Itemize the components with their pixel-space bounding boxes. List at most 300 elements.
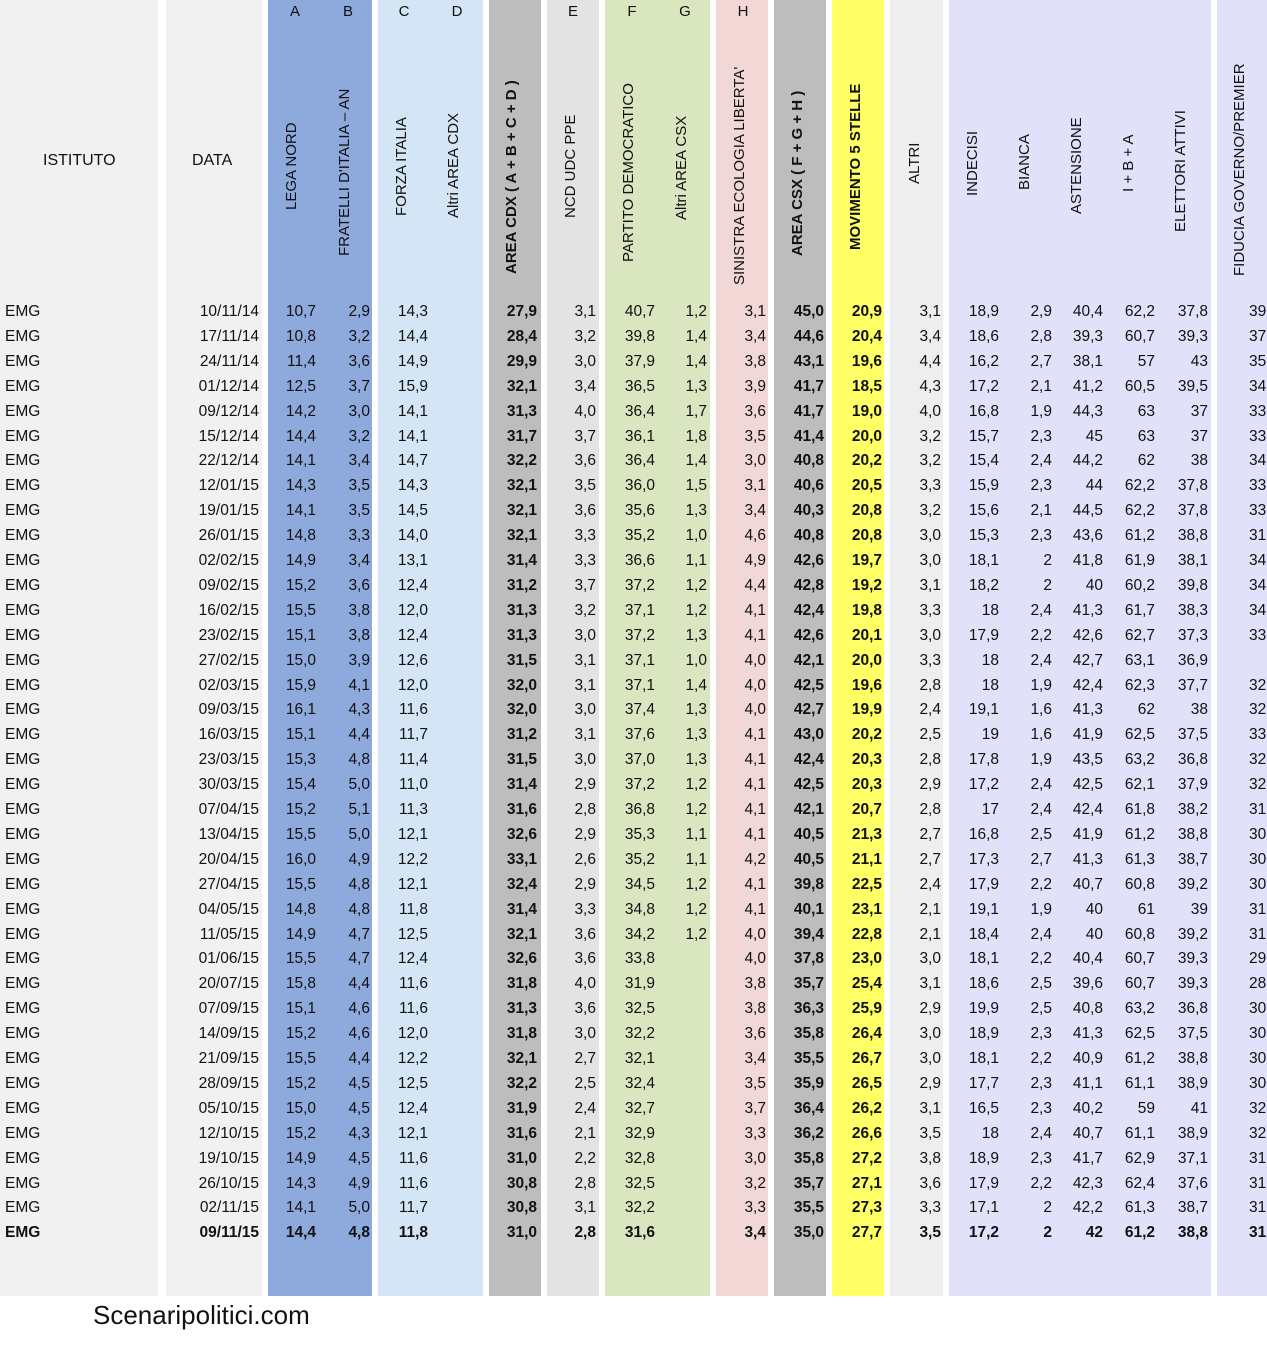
cell-forza-italia: 11,3: [398, 801, 428, 818]
cell-fiducia: 34: [1249, 576, 1267, 594]
cell-pd: 35,3: [624, 825, 655, 843]
cell-bianca: 2,1: [1030, 377, 1052, 395]
cell-area-cdx: 31,0: [506, 1224, 537, 1242]
cell-pd: 34,2: [624, 925, 655, 943]
cell-istituto: EMG: [5, 377, 41, 395]
cell-altri: 2,1: [919, 925, 941, 943]
cell-elettori-attivi: 38,9: [1177, 1124, 1208, 1142]
cell-astensione: 40: [1085, 900, 1103, 918]
cell-iba: 61,2: [1124, 825, 1155, 843]
cell-fiducia: 33: [1249, 427, 1267, 445]
cell-fiducia: 34: [1249, 601, 1267, 619]
cell-m5s: 20,3: [851, 751, 882, 769]
cell-pd: 35,2: [624, 527, 655, 545]
cell-lega-nord: 14,8: [285, 527, 316, 545]
cell-ncd: 3,3: [574, 527, 596, 545]
cell-astensione: 41,3: [1072, 1025, 1103, 1043]
cell-fiducia: 31: [1249, 1199, 1267, 1217]
cell-fratelli-italia: 4,6: [348, 1000, 370, 1018]
cell-iba: 61,9: [1124, 552, 1155, 569]
cell-date: 23/03/15: [198, 751, 259, 769]
cell-fiducia: 33: [1249, 502, 1267, 520]
cell-altri-csx: 1,4: [685, 327, 707, 345]
cell-sel: 4,0: [744, 676, 766, 694]
cell-elettori-attivi: 39,8: [1177, 576, 1208, 594]
cell-indecisi: 19: [981, 726, 999, 744]
cell-istituto: EMG: [5, 975, 41, 993]
cell-date: 24/11/14: [199, 352, 259, 370]
cell-iba: 62,4: [1124, 1174, 1155, 1192]
cell-sel: 3,8: [744, 1000, 766, 1018]
cell-bianca: 2,3: [1030, 527, 1052, 545]
cell-astensione: 40: [1085, 925, 1103, 943]
cell-fratelli-italia: 3,3: [348, 527, 370, 545]
cell-date: 22/12/14: [198, 452, 259, 470]
cell-istituto: EMG: [5, 751, 41, 769]
cell-fiducia: 32: [1249, 1099, 1267, 1117]
istituto-header: ISTITUTO: [43, 152, 116, 169]
table-row: [0, 673, 1267, 698]
cell-istituto: EMG: [5, 1099, 41, 1117]
cell-sel: 4,1: [744, 751, 766, 769]
cell-fratelli-italia: 4,1: [348, 676, 370, 694]
cell-fratelli-italia: 3,8: [348, 601, 370, 619]
cell-lega-nord: 14,9: [285, 1149, 316, 1167]
cell-area-cdx: 31,5: [506, 751, 537, 769]
cell-sel: 3,6: [744, 1025, 766, 1043]
cell-fiducia: 30: [1249, 1074, 1267, 1092]
cell-bianca: 1,6: [1030, 701, 1052, 719]
cell-istituto: EMG: [5, 875, 41, 893]
cell-area-csx: 42,4: [793, 751, 824, 769]
cell-ncd: 4,0: [574, 402, 596, 420]
cell-sel: 3,9: [744, 377, 766, 395]
cell-date: 20/07/15: [198, 975, 259, 993]
cell-istituto: EMG: [5, 1000, 41, 1018]
cell-istituto: EMG: [5, 1149, 41, 1167]
cell-fratelli-italia: 4,7: [348, 925, 370, 943]
table-row: [0, 1096, 1267, 1121]
cell-m5s: 20,0: [851, 651, 882, 669]
cell-indecisi: 16,5: [968, 1099, 999, 1117]
letter-c: C: [398, 3, 410, 20]
cell-area-csx: 41,4: [793, 427, 824, 445]
cell-m5s: 22,5: [851, 875, 882, 893]
cell-altri: 2,5: [919, 726, 941, 744]
cell-istituto: EMG: [5, 925, 41, 943]
cell-pd: 36,6: [624, 552, 655, 569]
col-header-pd: PARTITO DEMOCRATICO: [620, 83, 637, 262]
cell-date: 11/05/15: [199, 925, 259, 943]
cell-elettori-attivi: 37,8: [1177, 303, 1208, 320]
cell-indecisi: 15,4: [968, 452, 999, 470]
cell-forza-italia: 11,7: [398, 1199, 428, 1217]
cell-indecisi: 18,1: [968, 950, 999, 968]
cell-forza-italia: 12,6: [397, 651, 428, 669]
cell-lega-nord: 15,8: [285, 975, 316, 993]
cell-elettori-attivi: 37,8: [1177, 502, 1208, 520]
cell-pd: 40,7: [624, 303, 655, 320]
cell-astensione: 39,6: [1072, 975, 1103, 993]
cell-area-csx: 40,8: [793, 527, 824, 545]
cell-forza-italia: 15,9: [397, 377, 428, 395]
cell-astensione: 40,8: [1072, 1000, 1103, 1018]
cell-fratelli-italia: 3,5: [348, 502, 370, 520]
cell-forza-italia: 12,1: [397, 825, 428, 843]
cell-astensione: 40,4: [1072, 950, 1103, 968]
cell-astensione: 42,6: [1072, 626, 1103, 644]
col-header-indecisi: INDECISI: [964, 130, 981, 196]
table-row: [0, 1146, 1267, 1171]
cell-pd: 37,4: [624, 701, 655, 719]
cell-date: 27/02/15: [198, 651, 259, 669]
cell-elettori-attivi: 39,2: [1177, 875, 1208, 893]
cell-bianca: 2,2: [1030, 875, 1052, 893]
cell-pd: 36,0: [624, 477, 655, 495]
cell-altri-csx: 1,4: [685, 452, 707, 470]
cell-iba: 61,2: [1124, 527, 1155, 545]
cell-forza-italia: 12,0: [397, 1025, 428, 1043]
table-row: [0, 971, 1267, 996]
cell-lega-nord: 15,5: [285, 825, 316, 843]
cell-lega-nord: 14,1: [285, 502, 316, 520]
cell-lega-nord: 14,8: [285, 900, 316, 918]
cell-lega-nord: 15,4: [285, 776, 316, 794]
cell-altri: 3,0: [919, 1025, 941, 1043]
cell-pd: 37,6: [624, 726, 655, 744]
cell-elettori-attivi: 37: [1190, 427, 1208, 445]
table-row: [0, 1171, 1267, 1196]
cell-forza-italia: 12,2: [397, 1050, 428, 1067]
cell-elettori-attivi: 37,5: [1177, 1025, 1208, 1043]
cell-ncd: 3,5: [574, 477, 596, 495]
cell-area-cdx: 32,1: [506, 527, 537, 545]
cell-iba: 63,2: [1124, 751, 1155, 769]
cell-elettori-attivi: 39: [1190, 900, 1208, 918]
table-row: [0, 1121, 1267, 1146]
cell-m5s: 20,8: [851, 527, 882, 545]
cell-ncd: 2,5: [574, 1074, 596, 1092]
cell-forza-italia: 12,0: [397, 676, 428, 694]
cell-altri-csx: 1,7: [685, 402, 707, 420]
cell-m5s: 26,6: [851, 1124, 882, 1142]
cell-fratelli-italia: 3,9: [348, 651, 370, 669]
cell-iba: 62,1: [1124, 776, 1155, 794]
cell-bianca: 2,5: [1030, 975, 1052, 993]
cell-m5s: 26,4: [851, 1025, 882, 1043]
cell-astensione: 45: [1085, 427, 1103, 445]
col-header-sel: SINISTRA ECOLOGIA LIBERTA': [731, 66, 748, 285]
cell-lega-nord: 14,3: [285, 1174, 316, 1192]
cell-fiducia: 32: [1249, 1124, 1267, 1142]
cell-area-csx: 39,8: [793, 875, 824, 893]
cell-istituto: EMG: [5, 402, 41, 420]
cell-istituto: EMG: [5, 502, 41, 520]
cell-sel: 4,6: [744, 527, 766, 545]
col-header-m5s: MOVIMENTO 5 STELLE: [847, 83, 864, 250]
cell-altri: 3,1: [919, 303, 941, 320]
cell-astensione: 41,9: [1072, 825, 1103, 843]
cell-area-csx: 42,4: [793, 601, 824, 619]
cell-bianca: 2: [1043, 1224, 1052, 1242]
cell-iba: 61,7: [1124, 601, 1155, 619]
cell-sel: 3,3: [744, 1124, 766, 1142]
cell-indecisi: 17,2: [968, 1224, 999, 1242]
cell-fiducia: 30: [1249, 825, 1267, 843]
col-header-forza-italia: FORZA ITALIA: [393, 117, 410, 216]
cell-iba: 63,1: [1124, 651, 1155, 669]
cell-altri-csx: 1,2: [685, 875, 707, 893]
cell-fratelli-italia: 3,2: [348, 427, 370, 445]
table-row: [0, 1046, 1267, 1071]
cell-pd: 37,9: [624, 352, 655, 370]
cell-ncd: 3,0: [574, 751, 596, 769]
cell-ncd: 3,3: [574, 900, 596, 918]
cell-ncd: 2,8: [574, 1224, 596, 1242]
cell-fiducia: 35: [1249, 352, 1267, 370]
cell-iba: 62,7: [1124, 626, 1155, 644]
cell-astensione: 44: [1085, 477, 1103, 495]
cell-area-cdx: 32,2: [506, 452, 537, 470]
cell-altri: 2,1: [919, 900, 941, 918]
cell-istituto: EMG: [5, 825, 41, 843]
table-row: [0, 996, 1267, 1021]
cell-indecisi: 19,9: [968, 1000, 999, 1018]
cell-date: 20/04/15: [198, 850, 259, 868]
cell-istituto: EMG: [5, 776, 41, 794]
cell-altri-csx: 1,1: [685, 552, 707, 569]
cell-fratelli-italia: 3,7: [348, 377, 370, 395]
cell-elettori-attivi: 39,3: [1177, 975, 1208, 993]
cell-fiducia: 30: [1249, 1025, 1267, 1043]
cell-fratelli-italia: 5,1: [348, 801, 370, 818]
cell-istituto: EMG: [5, 576, 41, 594]
cell-altri-csx: 1,2: [685, 576, 707, 594]
col-header-astensione: ASTENSIONE: [1068, 117, 1085, 214]
cell-altri-csx: 1,0: [685, 527, 707, 545]
cell-elettori-attivi: 37,7: [1177, 676, 1208, 694]
cell-istituto: EMG: [5, 327, 41, 345]
cell-indecisi: 17: [981, 801, 999, 818]
cell-ncd: 3,3: [574, 552, 596, 569]
cell-iba: 61,1: [1124, 1124, 1155, 1142]
cell-bianca: 2,7: [1030, 352, 1052, 370]
cell-indecisi: 19,1: [968, 701, 999, 719]
cell-iba: 63: [1137, 427, 1155, 445]
cell-fratelli-italia: 4,9: [348, 850, 370, 868]
cell-m5s: 20,0: [851, 427, 882, 445]
cell-m5s: 20,8: [851, 502, 882, 520]
cell-m5s: 22,8: [851, 925, 882, 943]
cell-pd: 35,6: [624, 502, 655, 520]
cell-iba: 60,7: [1124, 327, 1155, 345]
cell-m5s: 27,7: [851, 1224, 882, 1242]
cell-astensione: 41,3: [1072, 701, 1103, 719]
cell-m5s: 20,3: [851, 776, 882, 794]
cell-lega-nord: 15,3: [285, 751, 316, 769]
cell-astensione: 41,9: [1072, 726, 1103, 744]
cell-area-cdx: 31,4: [506, 776, 537, 794]
cell-fratelli-italia: 4,3: [348, 701, 370, 719]
cell-sel: 3,0: [744, 452, 766, 470]
cell-lega-nord: 15,5: [285, 1050, 316, 1067]
cell-date: 13/04/15: [198, 825, 259, 843]
cell-sel: 3,0: [744, 1149, 766, 1167]
cell-indecisi: 15,6: [968, 502, 999, 520]
cell-altri-csx: 1,2: [685, 776, 707, 794]
cell-iba: 60,7: [1124, 975, 1155, 993]
cell-area-cdx: 31,9: [506, 1099, 537, 1117]
cell-fratelli-italia: 4,5: [348, 1099, 370, 1117]
cell-astensione: 41,7: [1072, 1149, 1103, 1167]
cell-m5s: 20,9: [851, 303, 882, 320]
cell-iba: 62,5: [1124, 1025, 1155, 1043]
cell-forza-italia: 14,5: [397, 502, 428, 520]
cell-lega-nord: 14,4: [285, 427, 316, 445]
cell-astensione: 41,1: [1072, 1074, 1103, 1092]
col-header-bianca: BIANCA: [1016, 134, 1033, 190]
cell-date: 19/01/15: [198, 502, 259, 520]
cell-altri: 2,8: [919, 676, 941, 694]
cell-sel: 3,3: [744, 1199, 766, 1217]
table-row: [0, 847, 1267, 872]
cell-area-cdx: 32,4: [506, 875, 537, 893]
table-row: [0, 946, 1267, 971]
cell-ncd: 2,8: [574, 801, 596, 818]
cell-m5s: 20,1: [851, 626, 882, 644]
cell-astensione: 44,5: [1072, 502, 1103, 520]
cell-forza-italia: 11,8: [398, 1224, 428, 1242]
table-row: [0, 922, 1267, 947]
cell-ncd: 2,9: [574, 825, 596, 843]
cell-iba: 62,2: [1124, 477, 1155, 495]
table-row: [0, 374, 1267, 399]
cell-area-csx: 40,5: [793, 850, 824, 868]
cell-date: 01/06/15: [198, 950, 259, 968]
cell-iba: 61,1: [1124, 1074, 1155, 1092]
cell-m5s: 27,3: [851, 1199, 882, 1217]
cell-bianca: 1,6: [1030, 726, 1052, 744]
cell-bianca: 2,4: [1030, 1124, 1052, 1142]
cell-astensione: 44,2: [1072, 452, 1103, 470]
cell-ncd: 3,0: [574, 352, 596, 370]
cell-area-cdx: 31,0: [506, 1149, 537, 1167]
cell-iba: 62,2: [1124, 303, 1155, 320]
cell-bianca: 2,5: [1030, 825, 1052, 843]
cell-altri: 4,3: [919, 377, 941, 395]
cell-forza-italia: 11,4: [398, 751, 428, 769]
cell-date: 09/02/15: [198, 576, 259, 594]
cell-altri: 2,9: [919, 776, 941, 794]
cell-area-cdx: 31,2: [506, 726, 537, 744]
cell-m5s: 19,6: [851, 676, 882, 694]
cell-sel: 4,9: [744, 552, 766, 569]
cell-bianca: 2,4: [1030, 601, 1052, 619]
col-header-fiducia: FIDUCIA GOVERNO/PREMIER: [1231, 63, 1248, 276]
cell-fiducia: 33: [1249, 726, 1267, 744]
cell-elettori-attivi: 37,9: [1177, 776, 1208, 794]
cell-ncd: 3,6: [574, 950, 596, 968]
cell-astensione: 42: [1085, 1224, 1103, 1242]
cell-iba: 62: [1137, 452, 1155, 470]
cell-area-cdx: 31,8: [506, 1025, 537, 1043]
cell-fiducia: 34: [1249, 452, 1267, 470]
cell-indecisi: 18: [981, 601, 999, 619]
cell-iba: 62,2: [1124, 502, 1155, 520]
cell-lega-nord: 15,5: [285, 875, 316, 893]
cell-date: 17/11/14: [199, 327, 259, 345]
cell-bianca: 2,4: [1030, 651, 1052, 669]
cell-fiducia: 31: [1249, 1174, 1267, 1192]
cell-area-csx: 42,5: [793, 676, 824, 694]
cell-ncd: 3,2: [574, 327, 596, 345]
cell-pd: 36,4: [624, 402, 655, 420]
cell-astensione: 42,5: [1072, 776, 1103, 794]
cell-m5s: 20,2: [851, 726, 882, 744]
cell-bianca: 2,2: [1030, 1174, 1052, 1192]
table-row: [0, 797, 1267, 822]
cell-ncd: 3,7: [574, 427, 596, 445]
cell-date: 09/03/15: [198, 701, 259, 719]
cell-pd: 37,1: [624, 676, 655, 694]
cell-fiducia: 31: [1249, 801, 1267, 818]
cell-ncd: 3,0: [574, 701, 596, 719]
cell-m5s: 19,2: [851, 576, 882, 594]
cell-altri: 3,2: [919, 452, 941, 470]
cell-indecisi: 18,6: [968, 975, 999, 993]
cell-iba: 62,3: [1124, 676, 1155, 694]
cell-fratelli-italia: 4,9: [348, 1174, 370, 1192]
cell-istituto: EMG: [5, 1074, 41, 1092]
cell-iba: 62: [1137, 701, 1155, 719]
cell-fiducia: 29: [1249, 950, 1267, 968]
cell-fiducia: 31: [1249, 900, 1267, 918]
cell-altri: 4,0: [919, 402, 941, 420]
cell-bianca: 2,3: [1030, 477, 1052, 495]
cell-indecisi: 17,9: [968, 1174, 999, 1192]
cell-lega-nord: 15,9: [285, 676, 316, 694]
cell-altri-csx: 1,3: [685, 751, 707, 769]
cell-forza-italia: 12,5: [397, 1074, 428, 1092]
cell-sel: 4,0: [744, 925, 766, 943]
cell-pd: 32,5: [624, 1174, 655, 1192]
cell-forza-italia: 11,0: [398, 776, 428, 794]
cell-m5s: 26,7: [851, 1050, 882, 1067]
cell-fratelli-italia: 3,8: [348, 626, 370, 644]
cell-lega-nord: 15,5: [285, 950, 316, 968]
cell-lega-nord: 15,5: [285, 601, 316, 619]
cell-bianca: 2,3: [1030, 427, 1052, 445]
cell-bianca: 1,9: [1030, 402, 1052, 420]
cell-pd: 32,9: [624, 1124, 655, 1142]
cell-date: 21/09/15: [198, 1050, 259, 1067]
cell-lega-nord: 15,2: [285, 801, 316, 818]
cell-sel: 3,7: [744, 1099, 766, 1117]
col-header-fratelli-italia: FRATELLI D'ITALIA – AN: [336, 88, 353, 256]
cell-lega-nord: 16,1: [285, 701, 316, 719]
table-row: [0, 822, 1267, 847]
letter-b: B: [342, 3, 353, 20]
letter-d: D: [451, 3, 463, 20]
cell-area-cdx: 32,1: [506, 1050, 537, 1067]
cell-sel: 4,1: [744, 900, 766, 918]
cell-m5s: 18,5: [851, 377, 882, 395]
col-header-area-csx: AREA CSX ( F + G + H ): [789, 90, 806, 256]
cell-istituto: EMG: [5, 850, 41, 868]
cell-sel: 4,1: [744, 875, 766, 893]
cell-sel: 4,4: [744, 576, 766, 594]
cell-area-cdx: 31,2: [506, 576, 537, 594]
